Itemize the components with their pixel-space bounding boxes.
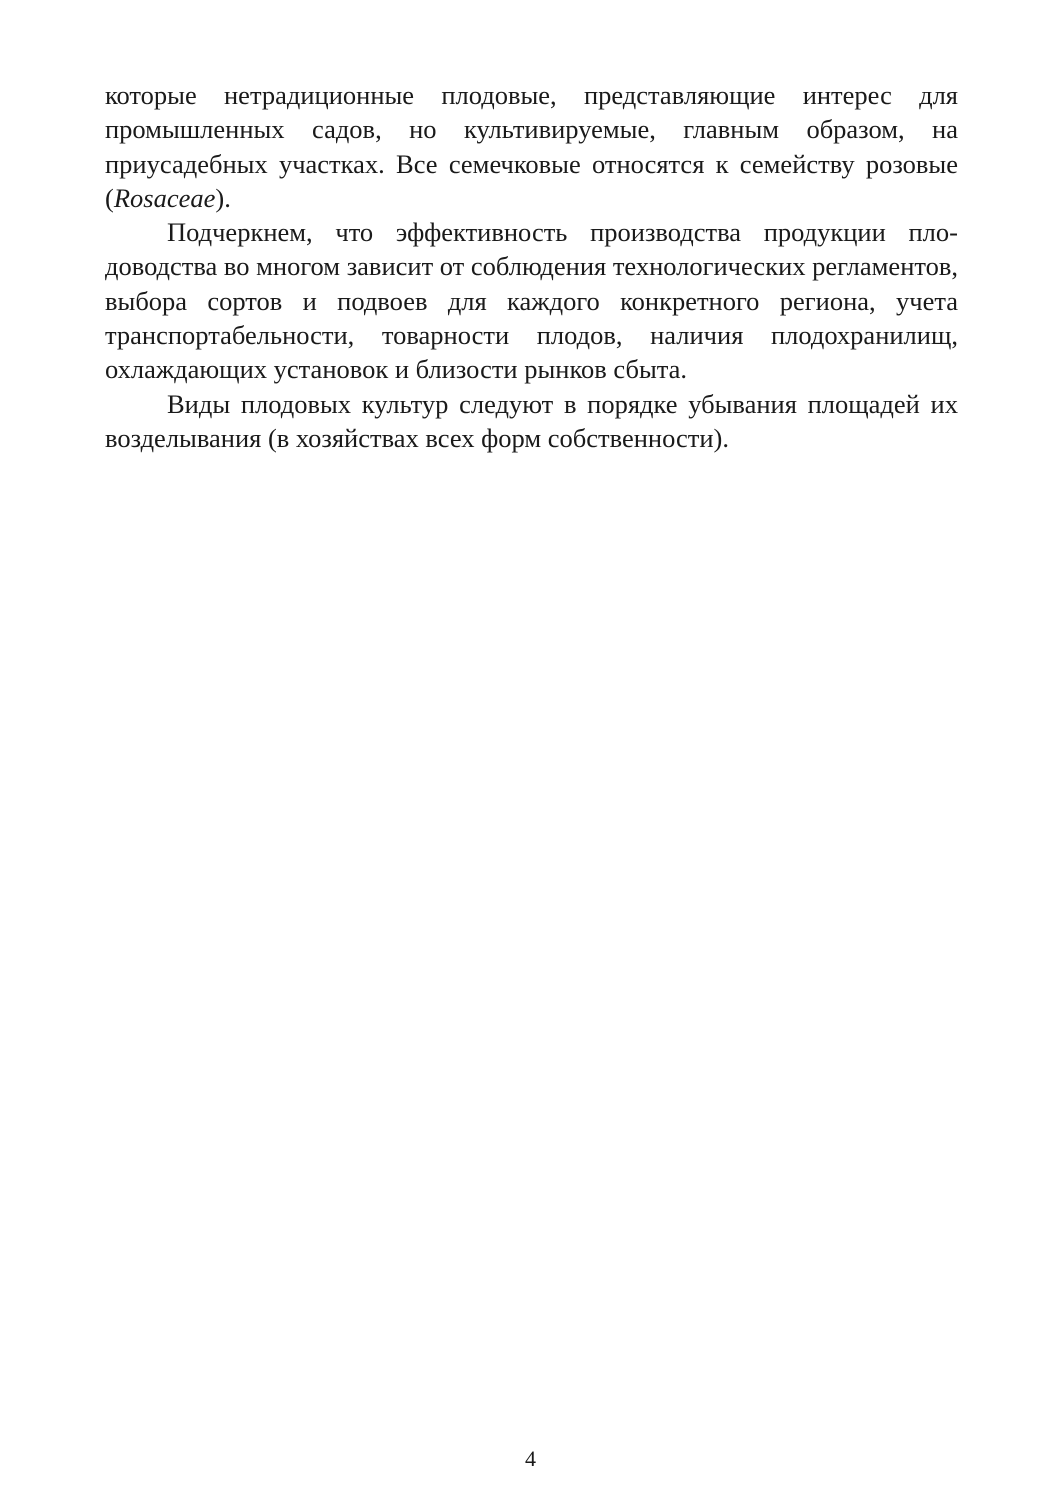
paragraph-continuation-end: ). <box>215 182 231 213</box>
paragraph-efficiency: Подчеркнем, что эффективность производства продукции плодоводства во многом зависит от соблюдения технологических регламентов, выбора сортов и подвоев для каждого конкретного региона, учета транспортабельности, товарности плодов, наличия плодохранилищ, охлаждающих установок и близости рынков сбыта. <box>105 217 958 385</box>
latin-family-name: Rosaceae <box>113 182 216 213</box>
paragraph-continuation <box>105 78 958 215</box>
paragraph-species-order: Виды плодовых культур следуют в порядке убывания площадей их возделывания (в хозяйствах всех форм собственности). <box>105 388 958 453</box>
paragraph-continuation-text: которые нетрадиционные плодовые, представляющие интерес для промышленных садов, но культивируемые, главным образом, на приусадебных участках. Все семечковые относятся к семейству розовые ( <box>105 80 958 213</box>
body-text <box>105 78 958 455</box>
page-number: 4 <box>525 1446 536 1471</box>
